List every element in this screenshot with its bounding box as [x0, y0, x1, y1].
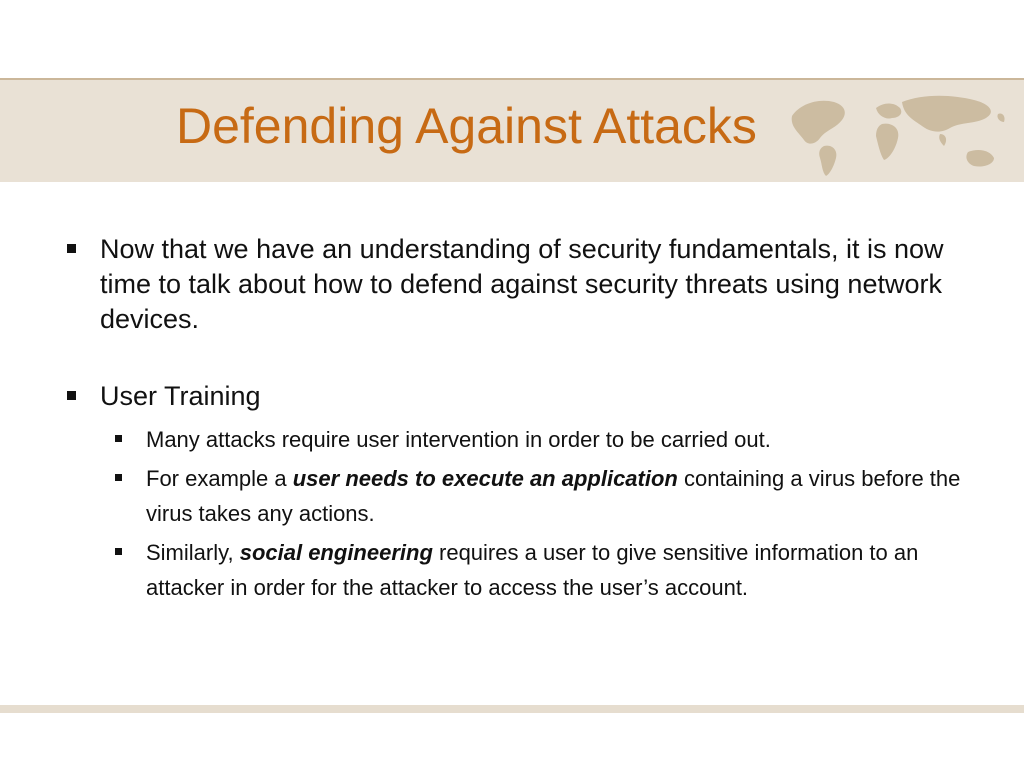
- world-map-icon: [790, 86, 1014, 178]
- emphasis-text: user needs to execute an application: [292, 466, 678, 491]
- bullet-text: Now that we have an understanding of security fundamentals, it is now time to talk about how to defend against security threats using network devices.: [100, 234, 944, 334]
- sub-bullet-item: [64, 535, 964, 605]
- square-bullet-icon: [115, 474, 122, 481]
- sub-bullet-text-tail: containing a virus before the virus takes any actions.: [146, 466, 961, 526]
- square-bullet-icon: [115, 435, 122, 442]
- square-bullet-icon: [67, 244, 76, 253]
- sub-bullet-text-tail: requires a user to give sensitive information to an attacker in order for the attacker to access the user’s account.: [146, 540, 919, 600]
- sub-bullet-item: [64, 461, 964, 531]
- slide-content: [64, 232, 964, 609]
- bullet-item: [64, 232, 964, 337]
- sub-bullet-list: [64, 422, 964, 605]
- sub-bullet-item: [64, 422, 964, 457]
- sub-bullet-text: Many attacks require user intervention in order to be carried out.: [146, 427, 771, 452]
- sub-bullet-text-lead: Similarly,: [146, 540, 240, 565]
- square-bullet-icon: [115, 548, 122, 555]
- square-bullet-icon: [67, 391, 76, 400]
- bullet-text: User Training: [100, 381, 261, 411]
- bullet-item: [64, 379, 964, 414]
- sub-bullet-text-lead: For example a: [146, 466, 293, 491]
- footer-band: [0, 705, 1024, 713]
- emphasis-text: social engineering: [239, 540, 433, 565]
- slide-title: Defending Against Attacks: [176, 98, 757, 154]
